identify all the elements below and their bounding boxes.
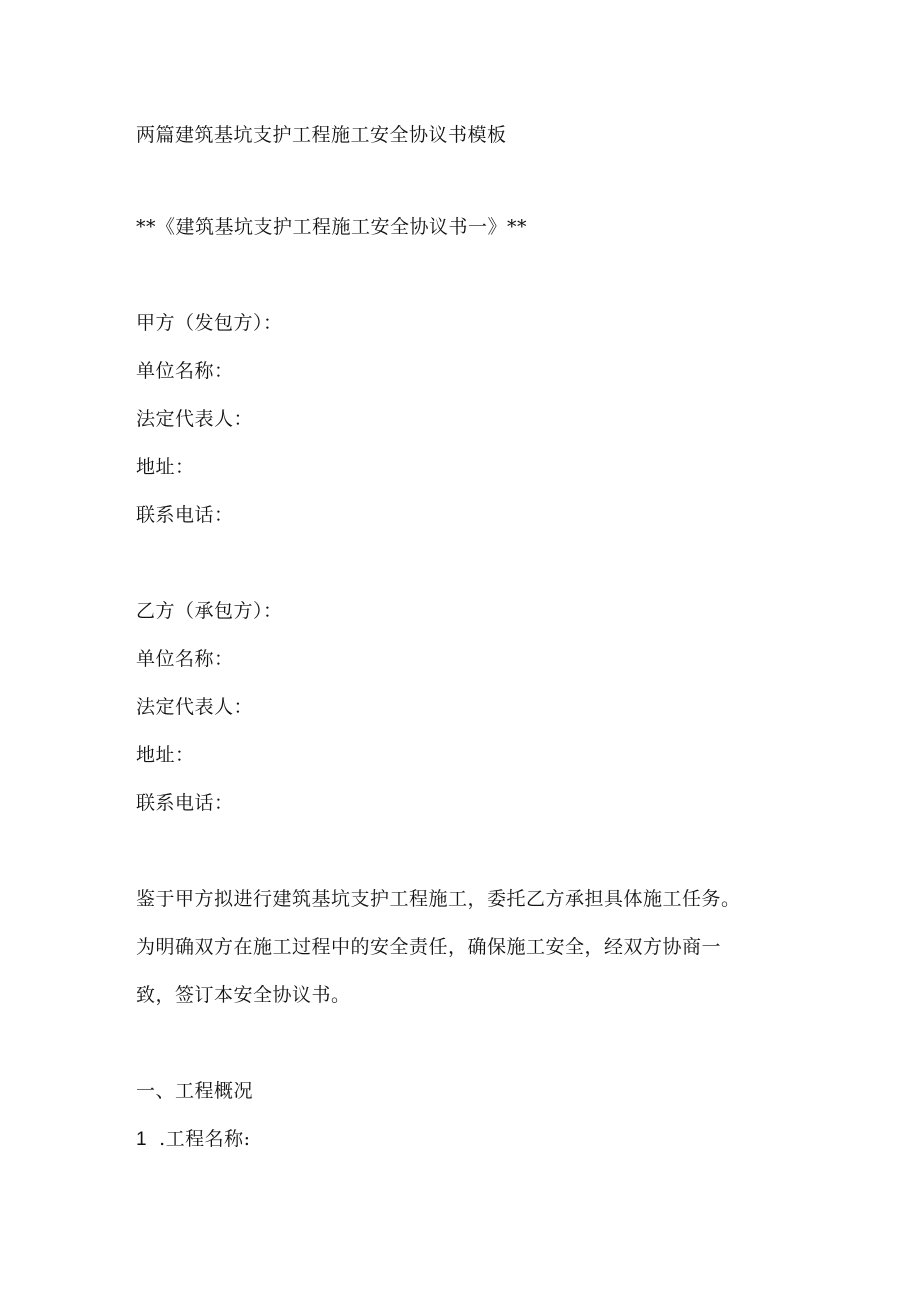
- agreement-subtitle: **《建筑基坑支护工程施工安全协议书一》**: [136, 216, 528, 238]
- preamble-line: 鉴于甲方拟进行建筑基坑支护工程施工，委托乙方承担具体施工任务。: [136, 888, 741, 910]
- preamble-line: 致，签订本安全协议书。: [136, 984, 351, 1006]
- party-a-legal-rep: 法定代表人：: [136, 408, 254, 430]
- item-label: .工程名称:: [159, 1128, 251, 1150]
- party-a-address: 地址：: [136, 456, 195, 478]
- section-heading: 一、工程概况: [136, 1080, 254, 1102]
- numbered-item: [136, 1127, 251, 1152]
- party-a-phone: 联系电话：: [136, 504, 234, 526]
- party-b-unit-name: 单位名称：: [136, 648, 234, 670]
- party-b-legal-rep: 法定代表人：: [136, 696, 254, 718]
- document-title: 两篇建筑基坑支护工程施工安全协议书模板: [136, 124, 507, 146]
- party-a-heading: 甲方（发包方）：: [136, 312, 283, 334]
- party-b-heading: 乙方（承包方）：: [136, 600, 283, 622]
- preamble-line: 为明确双方在施工过程中的安全责任，确保施工安全，经双方协商一: [136, 936, 722, 958]
- party-a-unit-name: 单位名称：: [136, 360, 234, 382]
- party-b-address: 地址：: [136, 744, 195, 766]
- party-b-phone: 联系电话：: [136, 792, 234, 814]
- item-number: 1: [136, 1129, 148, 1150]
